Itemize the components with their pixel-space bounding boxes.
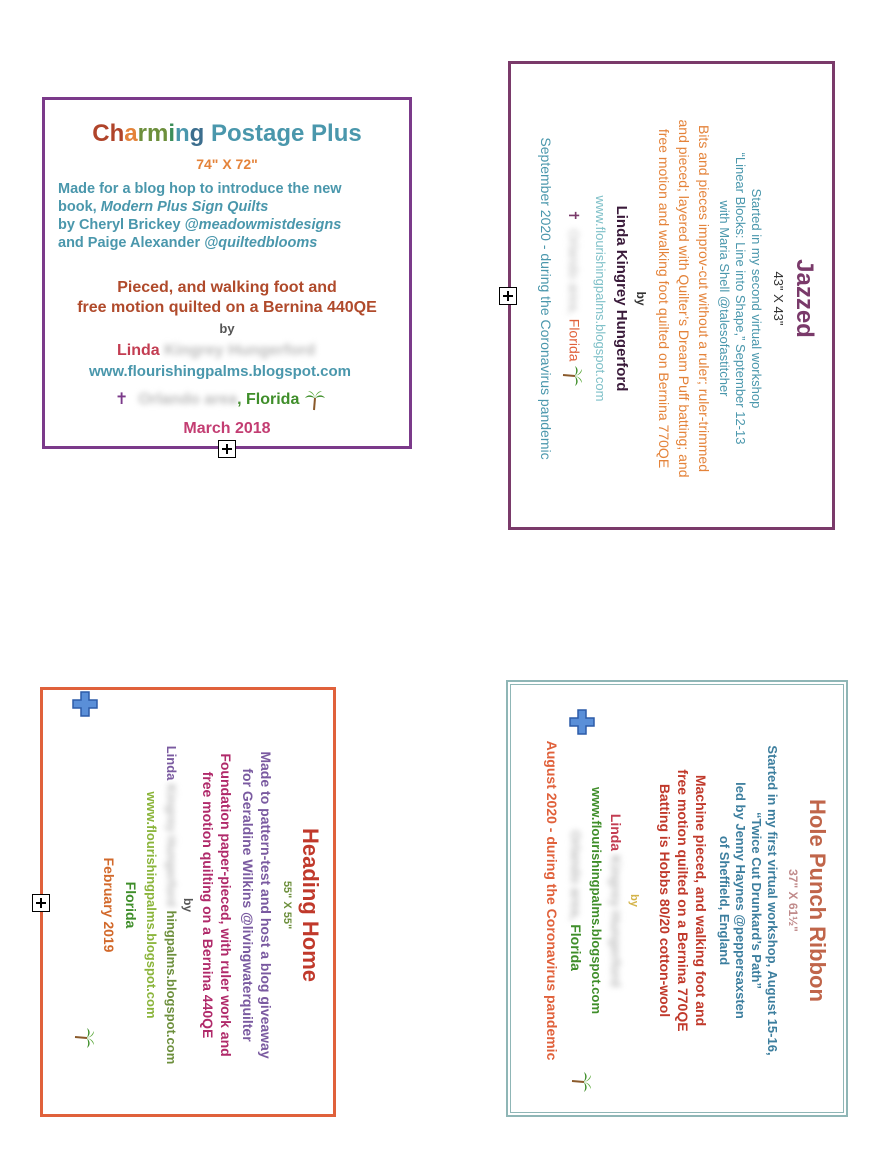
card-date: February 2019 (101, 857, 117, 953)
maker-name (608, 682, 624, 1119)
location: Florida (123, 881, 139, 929)
card-method (199, 690, 235, 1120)
maker-name: Linda Kingrey Hungerford (613, 205, 630, 392)
book-title: Modern Plus Sign Quilts (100, 199, 269, 215)
plus-cross-icon (568, 708, 596, 736)
location-text: Florida (566, 318, 583, 362)
website: www.flourishingpalms.blogspot.com (589, 786, 604, 1015)
redacted-text: Orlando area (138, 391, 238, 409)
redacted-text: Kingrey Hungerford (608, 855, 624, 988)
card-description (716, 682, 780, 1119)
label-card-charming-postage-plus (42, 97, 412, 449)
rotated-content (508, 682, 850, 1119)
card-size: 43" X 43" (771, 271, 786, 326)
card-title: Jazzed (791, 259, 818, 338)
method-line: Foundation paper-pieced, with ruler work and (218, 753, 234, 1057)
by-text: by (634, 291, 648, 306)
method-line: free motion quilting on a Bernina 440QE (200, 771, 216, 1039)
card-description (716, 64, 764, 533)
card-method (654, 64, 714, 533)
desc-line (58, 234, 342, 252)
redacted-text: Kingrey Hungerford (164, 342, 316, 359)
desc-line: Made for a blog hop to introduce the new (58, 181, 342, 197)
by-text: by (219, 321, 235, 336)
resize-handle-icon[interactable] (218, 440, 236, 458)
maker-name (117, 342, 315, 360)
card-title (45, 120, 409, 148)
website: www.flourishingpalms.blogspot.com (593, 195, 608, 402)
location (115, 389, 326, 411)
icon-row (568, 682, 596, 1119)
cross-icon: ✝ (115, 391, 129, 409)
desc-text: and Paige Alexander (58, 235, 205, 251)
title-part: rm (137, 120, 169, 147)
desc-text: book, (58, 199, 101, 215)
title-part: n (174, 120, 190, 147)
desc-text: by Cheryl Brickey (58, 217, 185, 233)
desc-line: Started in my first virtual workshop, August 15-16, (765, 745, 780, 1056)
website: www.flourishingpalms.blogspot.com (144, 791, 159, 1019)
website-partial: hingpalms.blogspot.com (164, 910, 179, 1065)
desc-line: Made to pattern-test and host a blog giveaway (258, 751, 274, 1059)
method-line: Batting is Hobbs 80/20 cotton-wool (657, 783, 673, 1018)
desc-line: led by Jenny Haynes @peppersaxsten (733, 782, 748, 1019)
card-description (239, 690, 275, 1120)
method-line: Bits and pieces improv-cut without a ruler; ruler-trimmed (696, 124, 712, 472)
card-title: Hole Punch Ribbon (805, 799, 830, 1002)
label-card-jazzed (508, 61, 835, 530)
method-line: Machine pieced, and walking foot and (693, 774, 709, 1027)
redacted-text: Orlando area, (568, 830, 584, 921)
desc-line (58, 198, 342, 216)
title-part: Postage Plus (204, 120, 362, 147)
resize-handle-icon[interactable] (32, 894, 50, 912)
desc-line: with Maria Shell @talesofastitcher (717, 200, 732, 397)
desc-line: “Twice Cut Drunkard’s Path” (749, 812, 764, 989)
desc-line: for Geraldine Wilkins @livingwaterquilter (240, 768, 256, 1042)
card-size: 55" X 55" (281, 880, 293, 930)
label-card-heading-home (40, 687, 336, 1117)
cross-row (71, 690, 99, 1049)
rotated-content (43, 690, 339, 1120)
handle: @meadowmistdesigns (184, 217, 342, 233)
handle: @quiltedblooms (204, 235, 318, 251)
card-date: August 2020 - during the Coronavirus pandemic (544, 740, 560, 1061)
title-part: a (124, 120, 138, 147)
by-text: by (181, 897, 195, 912)
plus-cross-icon (71, 690, 99, 718)
palm-tree-icon (562, 365, 584, 387)
card-date: March 2018 (183, 420, 271, 437)
card-method (45, 278, 409, 318)
title-part: g (189, 120, 205, 147)
resize-handle-icon[interactable] (499, 287, 517, 305)
palm-tree-icon (74, 1027, 96, 1049)
desc-line: of Sheffield, England (717, 835, 732, 966)
name-text: Linda (164, 745, 179, 781)
title-part: Ch (92, 120, 125, 147)
name-text: Linda (608, 813, 624, 852)
location (562, 64, 584, 533)
label-card-hole-punch-ribbon (506, 680, 848, 1117)
title-part: i (168, 120, 175, 147)
card-method (656, 682, 710, 1119)
card-description (58, 180, 342, 252)
method-line: free motion and walking foot quilted on Bernina 770QE (656, 128, 672, 469)
name-text: Linda (117, 342, 160, 359)
by-text: by (628, 894, 640, 907)
palm-tree-icon (571, 1071, 593, 1093)
method-line: Pieced, and walking foot and (117, 279, 337, 296)
desc-line: “Linear Blocks: Line into Shape,” September 12-13 (733, 152, 748, 445)
redacted-text: Kingrey Hungerford (164, 784, 179, 907)
card-date: September 2020 - during the Coronavirus pandemic (538, 137, 554, 460)
cross-icon: ✝ (566, 209, 583, 222)
rotated-content (511, 64, 838, 533)
location-text: Florida (568, 924, 584, 971)
method-line: free motion quilted on a Bernina 770QE (675, 769, 691, 1032)
palm-tree-icon (304, 389, 326, 411)
redacted-text: Orlando area, (566, 229, 583, 315)
maker-name (164, 690, 179, 1120)
method-line: free motion quilted on a Bernina 440QE (77, 299, 377, 316)
desc-line (58, 216, 342, 234)
method-line: and pieced; layered with Quilter’s Dream Puff batting; and (676, 119, 692, 478)
website: www.flourishingpalms.blogspot.com (89, 363, 351, 380)
card-size: 74" X 72" (196, 156, 258, 172)
card-title: Heading Home (298, 827, 323, 983)
desc-line: Started in my second virtual workshop (749, 188, 764, 409)
location-text: , Florida (237, 391, 300, 409)
card-size: 37" X 61½" (786, 869, 800, 932)
